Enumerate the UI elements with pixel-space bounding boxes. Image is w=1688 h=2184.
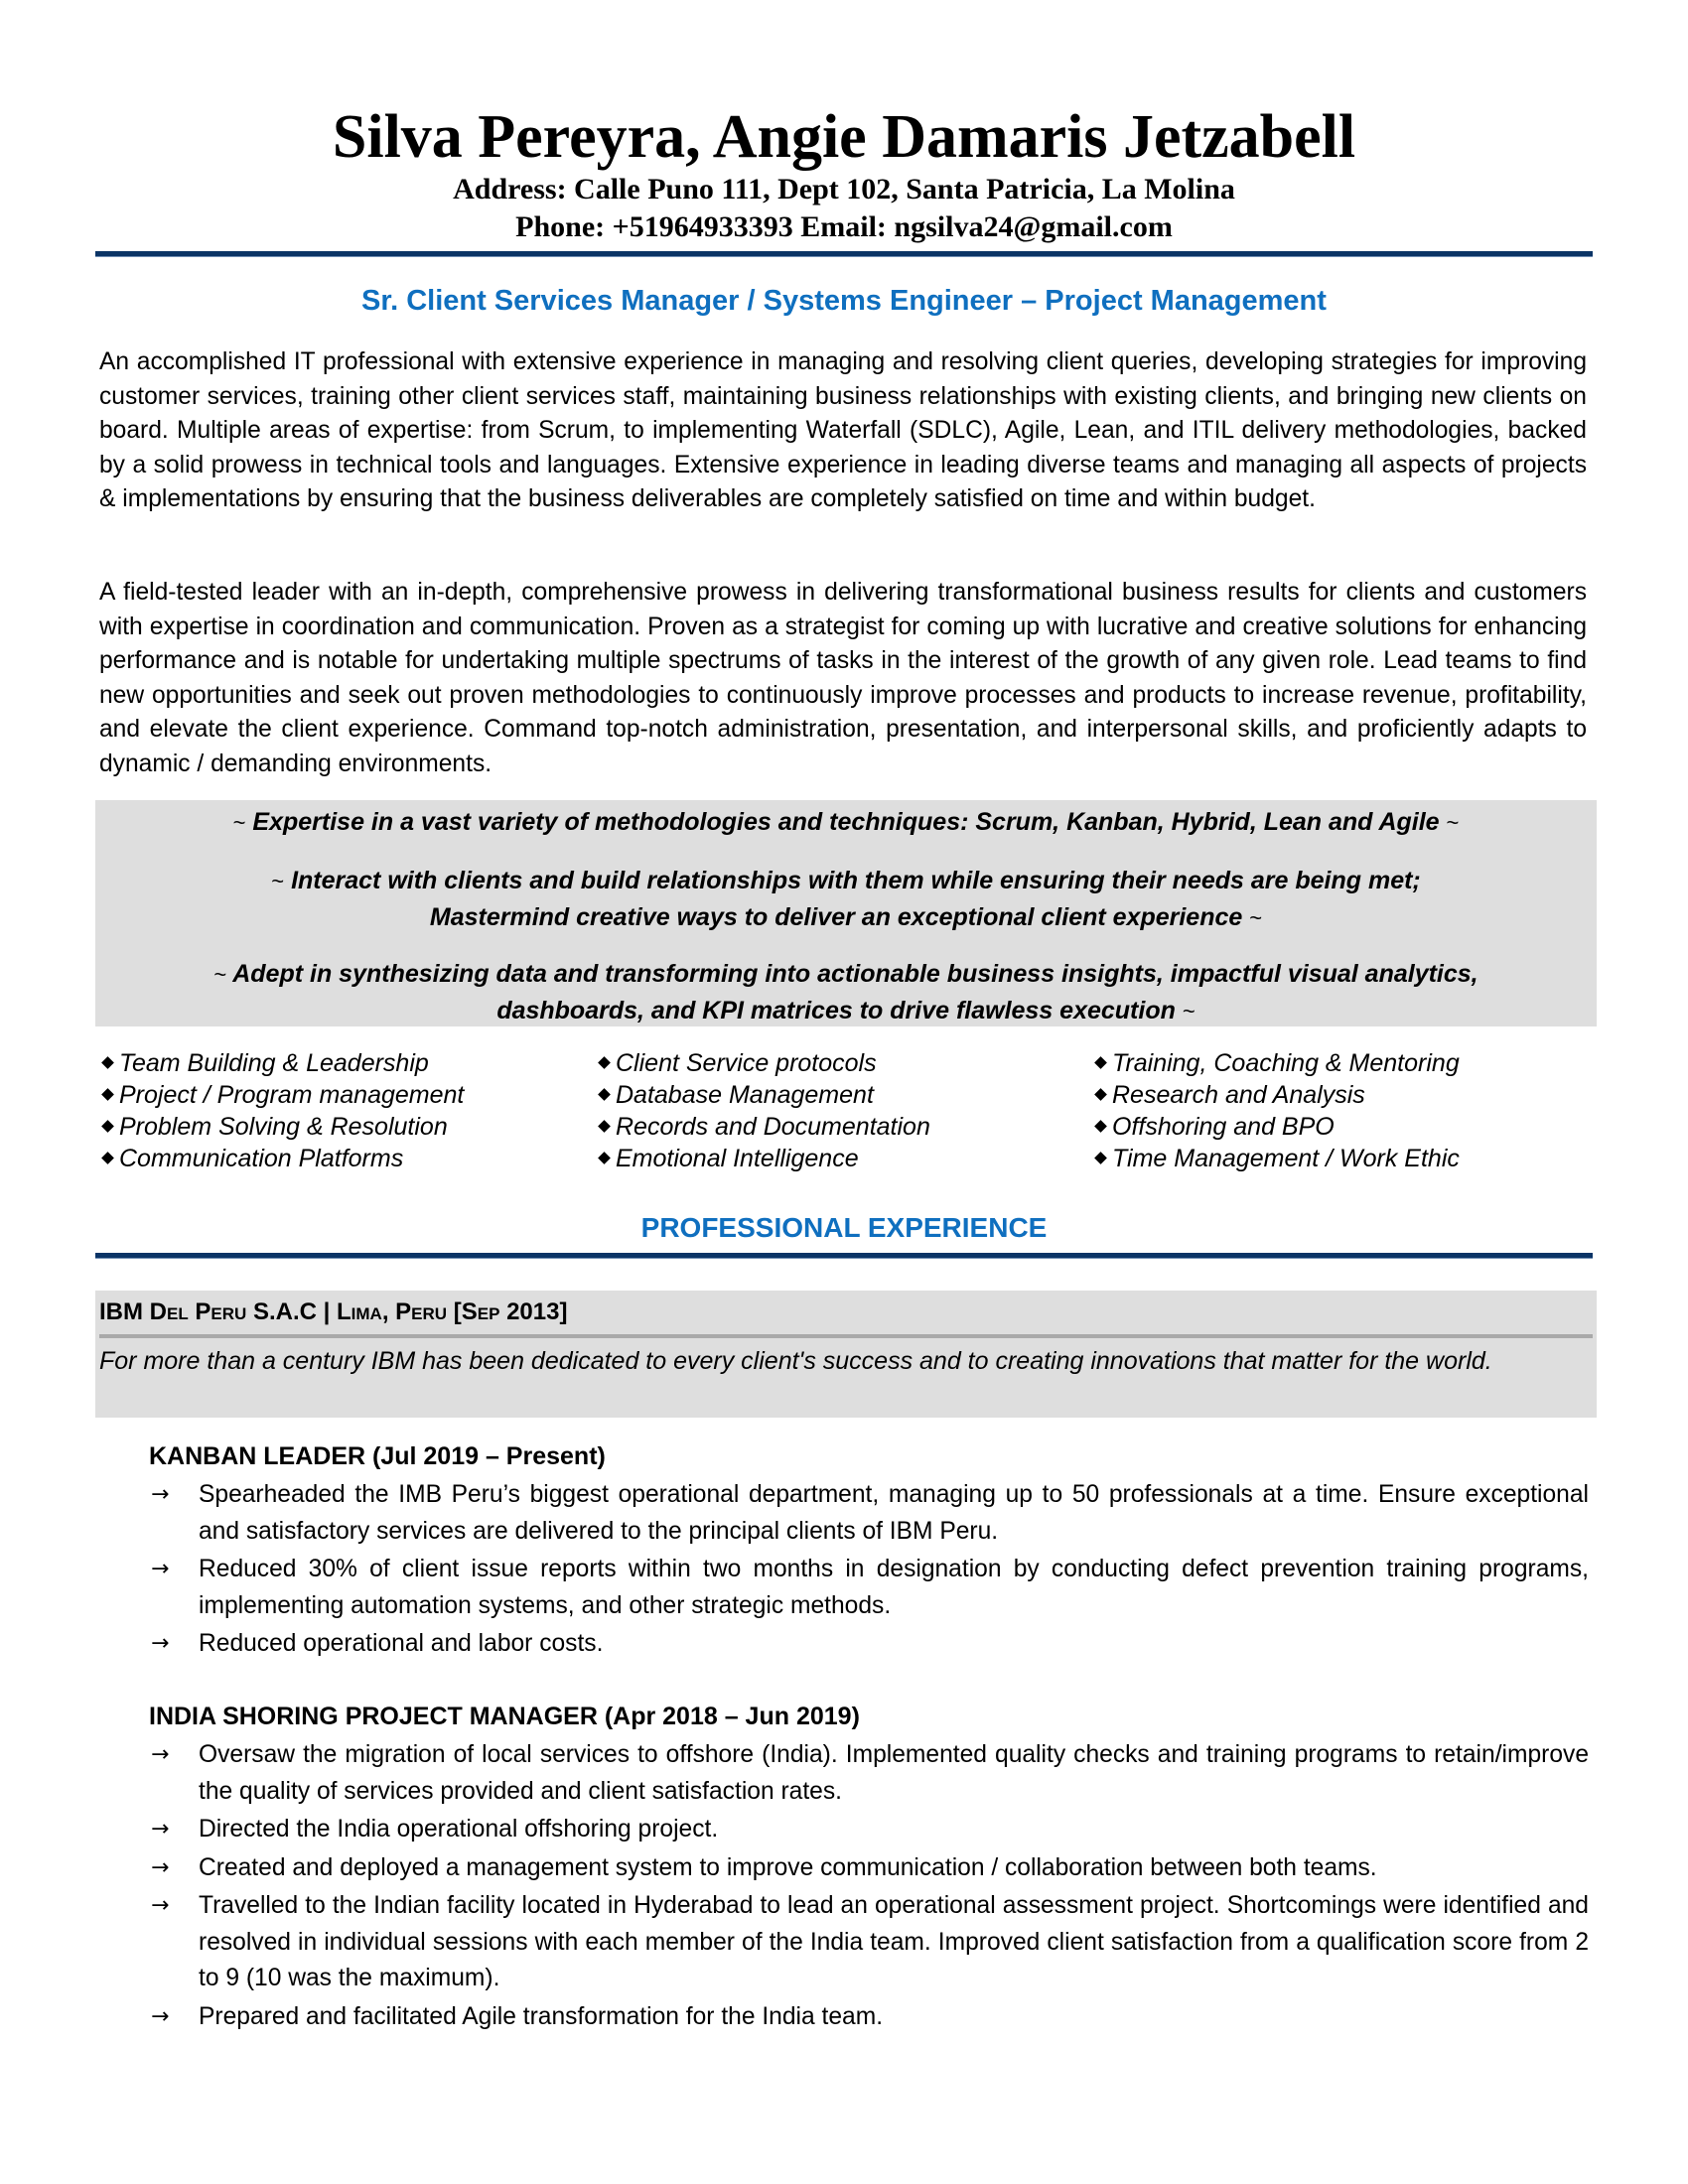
role-title: KANBAN LEADER (Jul 2019 – Present)	[149, 1442, 606, 1470]
skill-item: Offshoring and BPO	[1092, 1111, 1589, 1143]
highlight-item	[95, 804, 1597, 841]
role-bullet: → Directed the India operational offshoring project.	[149, 1812, 1589, 1848]
tilde-left: ~	[232, 810, 246, 835]
skill-item: Client Service protocols	[596, 1047, 1092, 1079]
diamond-bullet-icon	[101, 1152, 114, 1164]
role-bullet: → Created and deployed a management system to improve communication / collaboration between both teams.	[149, 1850, 1589, 1887]
arrow-bullet-icon: →	[151, 1854, 170, 1880]
diamond-bullet-icon	[598, 1152, 611, 1164]
skill-item: Training, Coaching & Mentoring	[1092, 1047, 1589, 1079]
skill-item: Emotional Intelligence	[596, 1143, 1092, 1174]
summary-paragraph-2: A field-tested leader with an in-depth, comprehensive prowess in delivering transformational business results for clients and customers with expertise in coordination and communication. Proven as a strategist for coming up with lucrative and creative solutions for enhancing performance and is notable for undertaking multiple spectrums of tasks in the interest of the growth of any given role. Lead teams to find new opportunities and seek out proven methodologies to continuously improve processes and products to increase revenue, profitability, and elevate the client experience. Command top-notch administration, presentation, and interpersonal skills, and proficiently adapts to dynamic / demanding environments.	[99, 579, 1587, 777]
diamond-bullet-icon	[1094, 1152, 1107, 1164]
company-header	[95, 1291, 1597, 1418]
diamond-bullet-icon	[598, 1120, 611, 1133]
company-description: For more than a century IBM has been dedicated to every client's success and to creating innovations that matter for the world.	[99, 1347, 1492, 1375]
skill-item: Research and Analysis	[1092, 1079, 1589, 1111]
tilde-left: ~	[213, 962, 227, 987]
skill-item: Database Management	[596, 1079, 1092, 1111]
diamond-bullet-icon	[1094, 1056, 1107, 1069]
tilde-right: ~	[1249, 905, 1263, 930]
highlight-item	[95, 956, 1597, 1029]
skill-item: Project / Program management	[99, 1079, 596, 1111]
professional-headline: Sr. Client Services Manager / Systems Engineer – Project Management	[361, 285, 1327, 317]
skills-column-1	[99, 1047, 596, 1174]
diamond-bullet-icon	[1094, 1088, 1107, 1101]
arrow-bullet-icon: →	[151, 1893, 170, 1918]
role-bullet: → Travelled to the Indian facility located in Hyderabad to lead an operational assessment project. Shortcomings were identified and resolved in individual sessions with each member of the India team. Improved client satisfaction from a qualification score from 2 to 9 (10 was the maximum).	[149, 1888, 1589, 1997]
arrow-bullet-icon: →	[151, 1817, 170, 1842]
diamond-bullet-icon	[101, 1120, 114, 1133]
tilde-right: ~	[1182, 999, 1196, 1024]
header-divider	[95, 251, 1593, 257]
tilde-left: ~	[271, 869, 285, 893]
role-bullet: → Prepared and facilitated Agile transformation for the India team.	[149, 1999, 1589, 2036]
diamond-bullet-icon	[101, 1056, 114, 1069]
summary-paragraph-1: An accomplished IT professional with extensive experience in managing and resolving client queries, developing strategies for improving customer services, training other client services staff, maintaining business relationships with existing clients, and bringing new clients on board. Multiple areas of expertise: from Scrum, to implementing Waterfall (SDLC), Agile, Lean, and ITIL delivery methodologies, backed by a solid prowess in technical tools and languages. Extensive experience in leading diverse teams and managing all aspects of projects & implementations by ensuring that the business deliverables are completely satisfied on time and within budget.	[99, 348, 1587, 513]
tilde-right: ~	[1446, 810, 1460, 835]
skill-item: Time Management / Work Ethic	[1092, 1143, 1589, 1174]
diamond-bullet-icon	[598, 1056, 611, 1069]
highlight-text: Expertise in a vast variety of methodologies and techniques: Scrum, Kanban, Hybrid, Lean and Agile	[252, 808, 1440, 836]
phone-email-line: Phone: +51964933393 Email: ngsilva24@gmail.com	[515, 210, 1173, 243]
candidate-name: Silva Pereyra, Angie Damaris Jetzabell	[332, 103, 1356, 171]
highlight-text: dashboards, and KPI matrices to drive flawless execution	[496, 997, 1176, 1024]
highlight-text: Interact with clients and build relationships with them while ensuring their needs are being met;	[291, 867, 1421, 894]
arrow-bullet-icon: →	[151, 1482, 170, 1507]
diamond-bullet-icon	[101, 1088, 114, 1101]
skills-column-2	[596, 1047, 1092, 1174]
skills-column-3	[1092, 1047, 1589, 1174]
role-bullet: → Reduced 30% of client issue reports within two months in designation by conducting defect prevention training programs, implementing automation systems, and other strategic methods.	[149, 1552, 1589, 1624]
role-kanban-leader	[149, 1439, 1589, 1665]
skill-item: Team Building & Leadership	[99, 1047, 596, 1079]
company-divider	[99, 1334, 1593, 1338]
skill-item: Problem Solving & Resolution	[99, 1111, 596, 1143]
highlight-item	[95, 863, 1597, 936]
highlight-text: Adept in synthesizing data and transforming into actionable business insights, impactful visual analytics,	[232, 960, 1478, 988]
arrow-bullet-icon: →	[151, 1742, 170, 1767]
role-india-shoring-pm	[149, 1700, 1589, 2037]
highlights-box	[95, 800, 1597, 1026]
arrow-bullet-icon: →	[151, 2003, 170, 2029]
experience-divider	[95, 1253, 1593, 1259]
role-bullet: → Reduced operational and labor costs.	[149, 1626, 1589, 1663]
highlight-text: Mastermind creative ways to deliver an exceptional client experience	[429, 903, 1243, 931]
address-line: Address: Calle Puno 111, Dept 102, Santa Patricia, La Molina	[453, 173, 1235, 205]
arrow-bullet-icon: →	[151, 1557, 170, 1581]
skill-item: Records and Documentation	[596, 1111, 1092, 1143]
section-title-experience: PROFESSIONAL EXPERIENCE	[640, 1212, 1048, 1243]
diamond-bullet-icon	[598, 1088, 611, 1101]
company-name: IBM Del Peru S.A.C | Lima, Peru [Sep 2013]	[99, 1298, 568, 1325]
role-bullet: → Oversaw the migration of local services to offshore (India). Implemented quality checks and training programs to retain/improve the quality of services provided and client satisfaction rates.	[149, 1737, 1589, 1810]
role-title: INDIA SHORING PROJECT MANAGER (Apr 2018 – Jun 2019)	[149, 1703, 860, 1730]
skill-item: Communication Platforms	[99, 1143, 596, 1174]
role-bullet: → Spearheaded the IMB Peru’s biggest operational department, managing up to 50 professionals at a time. Ensure exceptional and satisfactory services are delivered to the principal clients of IBM Peru.	[149, 1477, 1589, 1550]
arrow-bullet-icon: →	[151, 1631, 170, 1656]
diamond-bullet-icon	[1094, 1120, 1107, 1133]
